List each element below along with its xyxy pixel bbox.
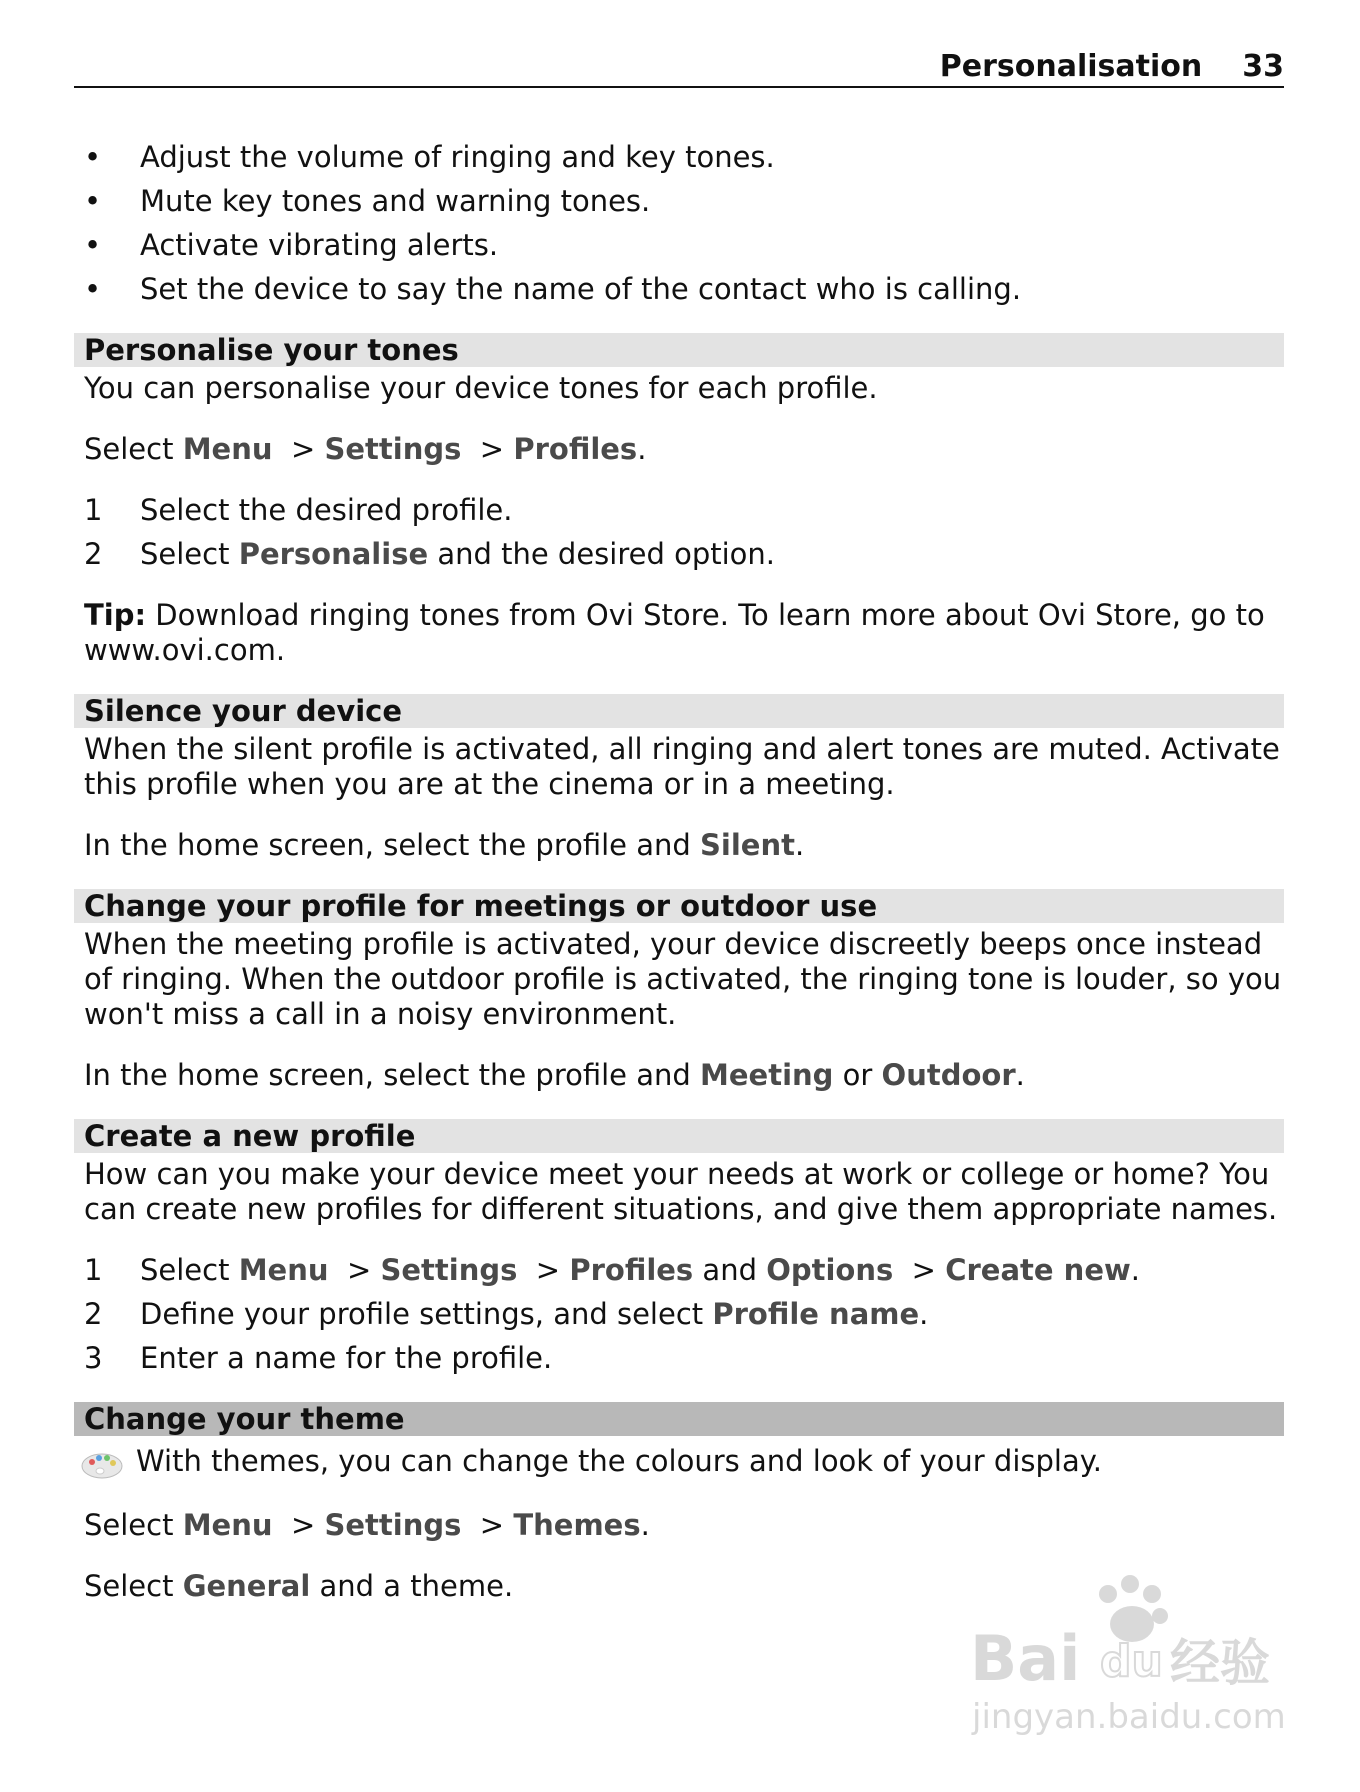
- ui-meeting: Meeting: [700, 1058, 834, 1092]
- silence-instruction: In the home screen, select the profile and Silent.: [84, 828, 805, 862]
- list-item: 2 Select Personalise and the desired option.: [84, 537, 776, 571]
- page-header: [74, 46, 1284, 88]
- silence-text: When the silent profile is activated, all ringing and alert tones are muted. Activate this profile when you are at the cinema or in a meeting.: [84, 732, 1280, 801]
- create-steps: [84, 1253, 1284, 1376]
- watermark-cn: 经验: [1170, 1634, 1270, 1692]
- bullet-icon: •: [84, 184, 102, 218]
- ui-silent: Silent: [700, 828, 795, 862]
- ui-themes: Themes: [513, 1508, 641, 1542]
- section-heading-theme: Change your theme: [74, 1402, 1284, 1436]
- ui-menu: Menu: [238, 1253, 329, 1287]
- ui-settings: Settings: [324, 432, 462, 466]
- bullet-icon: •: [84, 228, 102, 262]
- ui-profile-name: Profile name: [712, 1297, 920, 1331]
- ui-settings: Settings: [324, 1508, 462, 1542]
- watermark-brand-du: du: [1100, 1636, 1163, 1687]
- tones-intro: You can personalise your device tones for each profile.: [84, 371, 878, 405]
- list-item: 1 Select the desired profile.: [84, 493, 513, 527]
- meetings-text: When the meeting profile is activated, your device discreetly beeps once instead of ringing. When the outdoor profile is activated, the ringing tone is louder, so you won't miss a call in a noisy environment.: [84, 927, 1282, 1031]
- tones-steps: [84, 493, 1284, 572]
- meetings-instruction: In the home screen, select the profile and Meeting or Outdoor.: [84, 1058, 1025, 1092]
- header-section-title: Personalisation: [939, 49, 1203, 84]
- section-heading-tones: Personalise your tones: [74, 333, 1284, 367]
- ui-options: Options: [766, 1253, 894, 1287]
- ui-menu: Menu: [182, 1508, 273, 1542]
- bullet-icon: •: [84, 272, 102, 306]
- page-content: [84, 140, 1284, 1630]
- ui-create-new: Create new: [945, 1253, 1131, 1287]
- create-text: How can you make your device meet your needs at work or college or home? You can create new profiles for different situations, and give them appropriate names.: [84, 1157, 1278, 1226]
- themes-icon: [78, 1440, 126, 1482]
- ui-outdoor: Outdoor: [881, 1058, 1016, 1092]
- bullet-icon: •: [84, 140, 102, 174]
- section-heading-create: Create a new profile: [74, 1119, 1284, 1153]
- list-item: • Set the device to say the name of the contact who is calling.: [84, 272, 1022, 306]
- list-item: • Activate vibrating alerts.: [84, 228, 499, 262]
- ui-personalise: Personalise: [238, 537, 429, 571]
- ui-menu: Menu: [182, 432, 273, 466]
- watermark-url: jingyan.baidu.com: [972, 1697, 1286, 1737]
- ui-settings: Settings: [380, 1253, 518, 1287]
- baidu-watermark: [960, 1572, 1290, 1742]
- watermark-brand: Bai: [970, 1622, 1081, 1695]
- list-item: 3 Enter a name for the profile.: [84, 1341, 553, 1375]
- theme-menu-path: Select Menu > Settings > Themes.: [84, 1508, 650, 1542]
- list-item: • Adjust the volume of ringing and key tones.: [84, 140, 775, 174]
- header-page-number: 33: [1242, 49, 1284, 84]
- tones-menu-path: Select Menu > Settings > Profiles.: [84, 432, 647, 466]
- ui-profiles: Profiles: [569, 1253, 694, 1287]
- list-item: • Mute key tones and warning tones.: [84, 184, 651, 218]
- section-heading-meetings: Change your profile for meetings or outdoor use: [74, 889, 1284, 923]
- intro-bullet-list: [84, 140, 1284, 307]
- ui-general: General: [182, 1569, 311, 1603]
- section-heading-silence: Silence your device: [74, 694, 1284, 728]
- list-item: 1 Select Menu > Settings > Profiles and Options > Create new.: [84, 1253, 1140, 1287]
- tones-tip: Tip: Download ringing tones from Ovi Store. To learn more about Ovi Store, go to www.ovi.com.: [84, 598, 1265, 667]
- theme-general: Select General and a theme.: [84, 1569, 514, 1603]
- tip-label: Tip:: [84, 598, 147, 632]
- paw-logo-icon: [1099, 1575, 1168, 1642]
- theme-intro-line: [78, 1440, 1284, 1482]
- theme-intro: With themes, you can change the colours and look of your display.: [136, 1443, 1102, 1478]
- ui-profiles: Profiles: [513, 432, 638, 466]
- list-item: 2 Define your profile settings, and select Profile name.: [84, 1297, 929, 1331]
